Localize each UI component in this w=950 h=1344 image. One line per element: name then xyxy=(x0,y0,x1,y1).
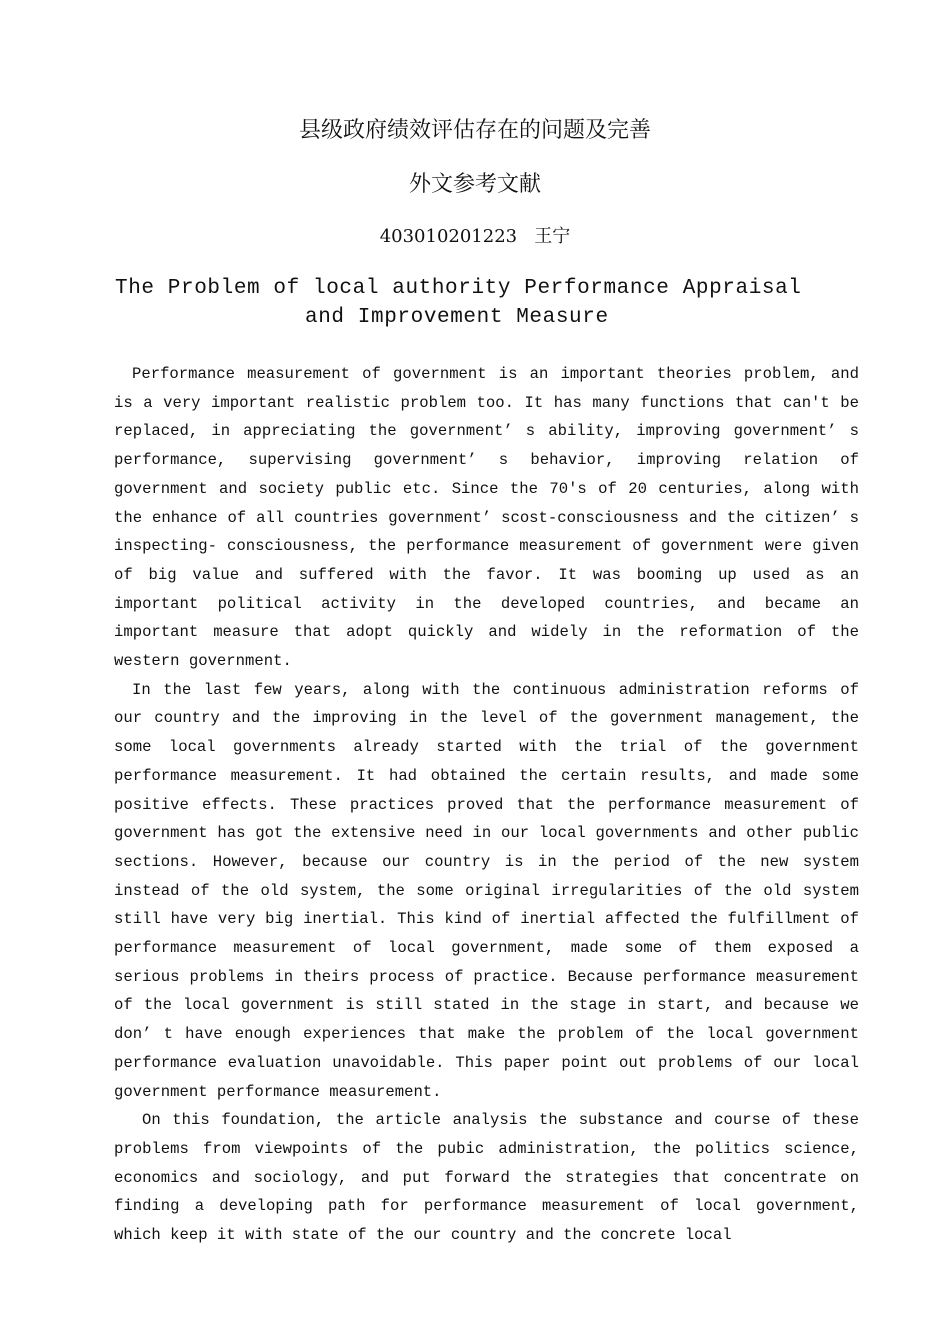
document-title-english xyxy=(115,274,835,332)
body-paragraph-3: On this foundation, the article analysis the substance and course of these problems from viewpoints of the pubic administration, the politics science, economics and sociology, and put forward the strategies that concentrate on finding a developing path for performance measurement of local government, which keep it with state of the our country and the concrete local xyxy=(114,1111,859,1245)
student-id: 403010201223 xyxy=(379,226,518,247)
title-english-line-2: and Improvement Measure xyxy=(305,306,609,329)
author-name: 王宁 xyxy=(534,226,571,247)
title-english-line-1: The Problem of local authority Performance Appraisal xyxy=(115,277,802,300)
document-subtitle-chinese: 外文参考文献 xyxy=(408,172,541,197)
document-title-chinese: 县级政府绩效评估存在的问题及完善 xyxy=(298,118,651,143)
body-paragraph-1: Performance measurement of government is an important theories problem, and is a very important realistic problem too. It has many functions that can′t be replaced, in appreciating the government’ s ability, improving government’ s performance, supervising government’ s behavior, improving relation of government and society public etc. Since the 70′s of 20 centuries, along with the enhance of all countries government’ scost-consciousness and the citizen’ s inspecting- consciousness, the performance measurement of government were given of big value and suffered with the favor. It was booming up used as an important political activity in the developed countries, and became an important measure that adopt quickly and widely in the reformation of the western government. xyxy=(114,365,859,671)
author-line xyxy=(0,222,950,252)
document-body xyxy=(114,360,859,1250)
body-paragraph-2: In the last few years, along with the continuous administration reforms of our country and the improving in the level of the government management, the some local governments already started with the trial of the government performance measurement. It had obtained the certain results, and made some positive effects. These practices proved that the performance measurement of government has got the extensive need in our local governments and other public sections. However, because our country is in the period of the new system instead of the old system, the some original irregularities of the old system still have very big inertial. This kind of inertial affected the fulfillment of performance measurement of local government, made some of them exposed a serious problems in theirs process of practice. Because performance measurement of the local government is still stated in the stage in start, and because we don’ t have enough experiences that make the problem of the local government performance evaluation unavoidable. This paper point out problems of our local government performance measurement. xyxy=(114,680,859,1101)
